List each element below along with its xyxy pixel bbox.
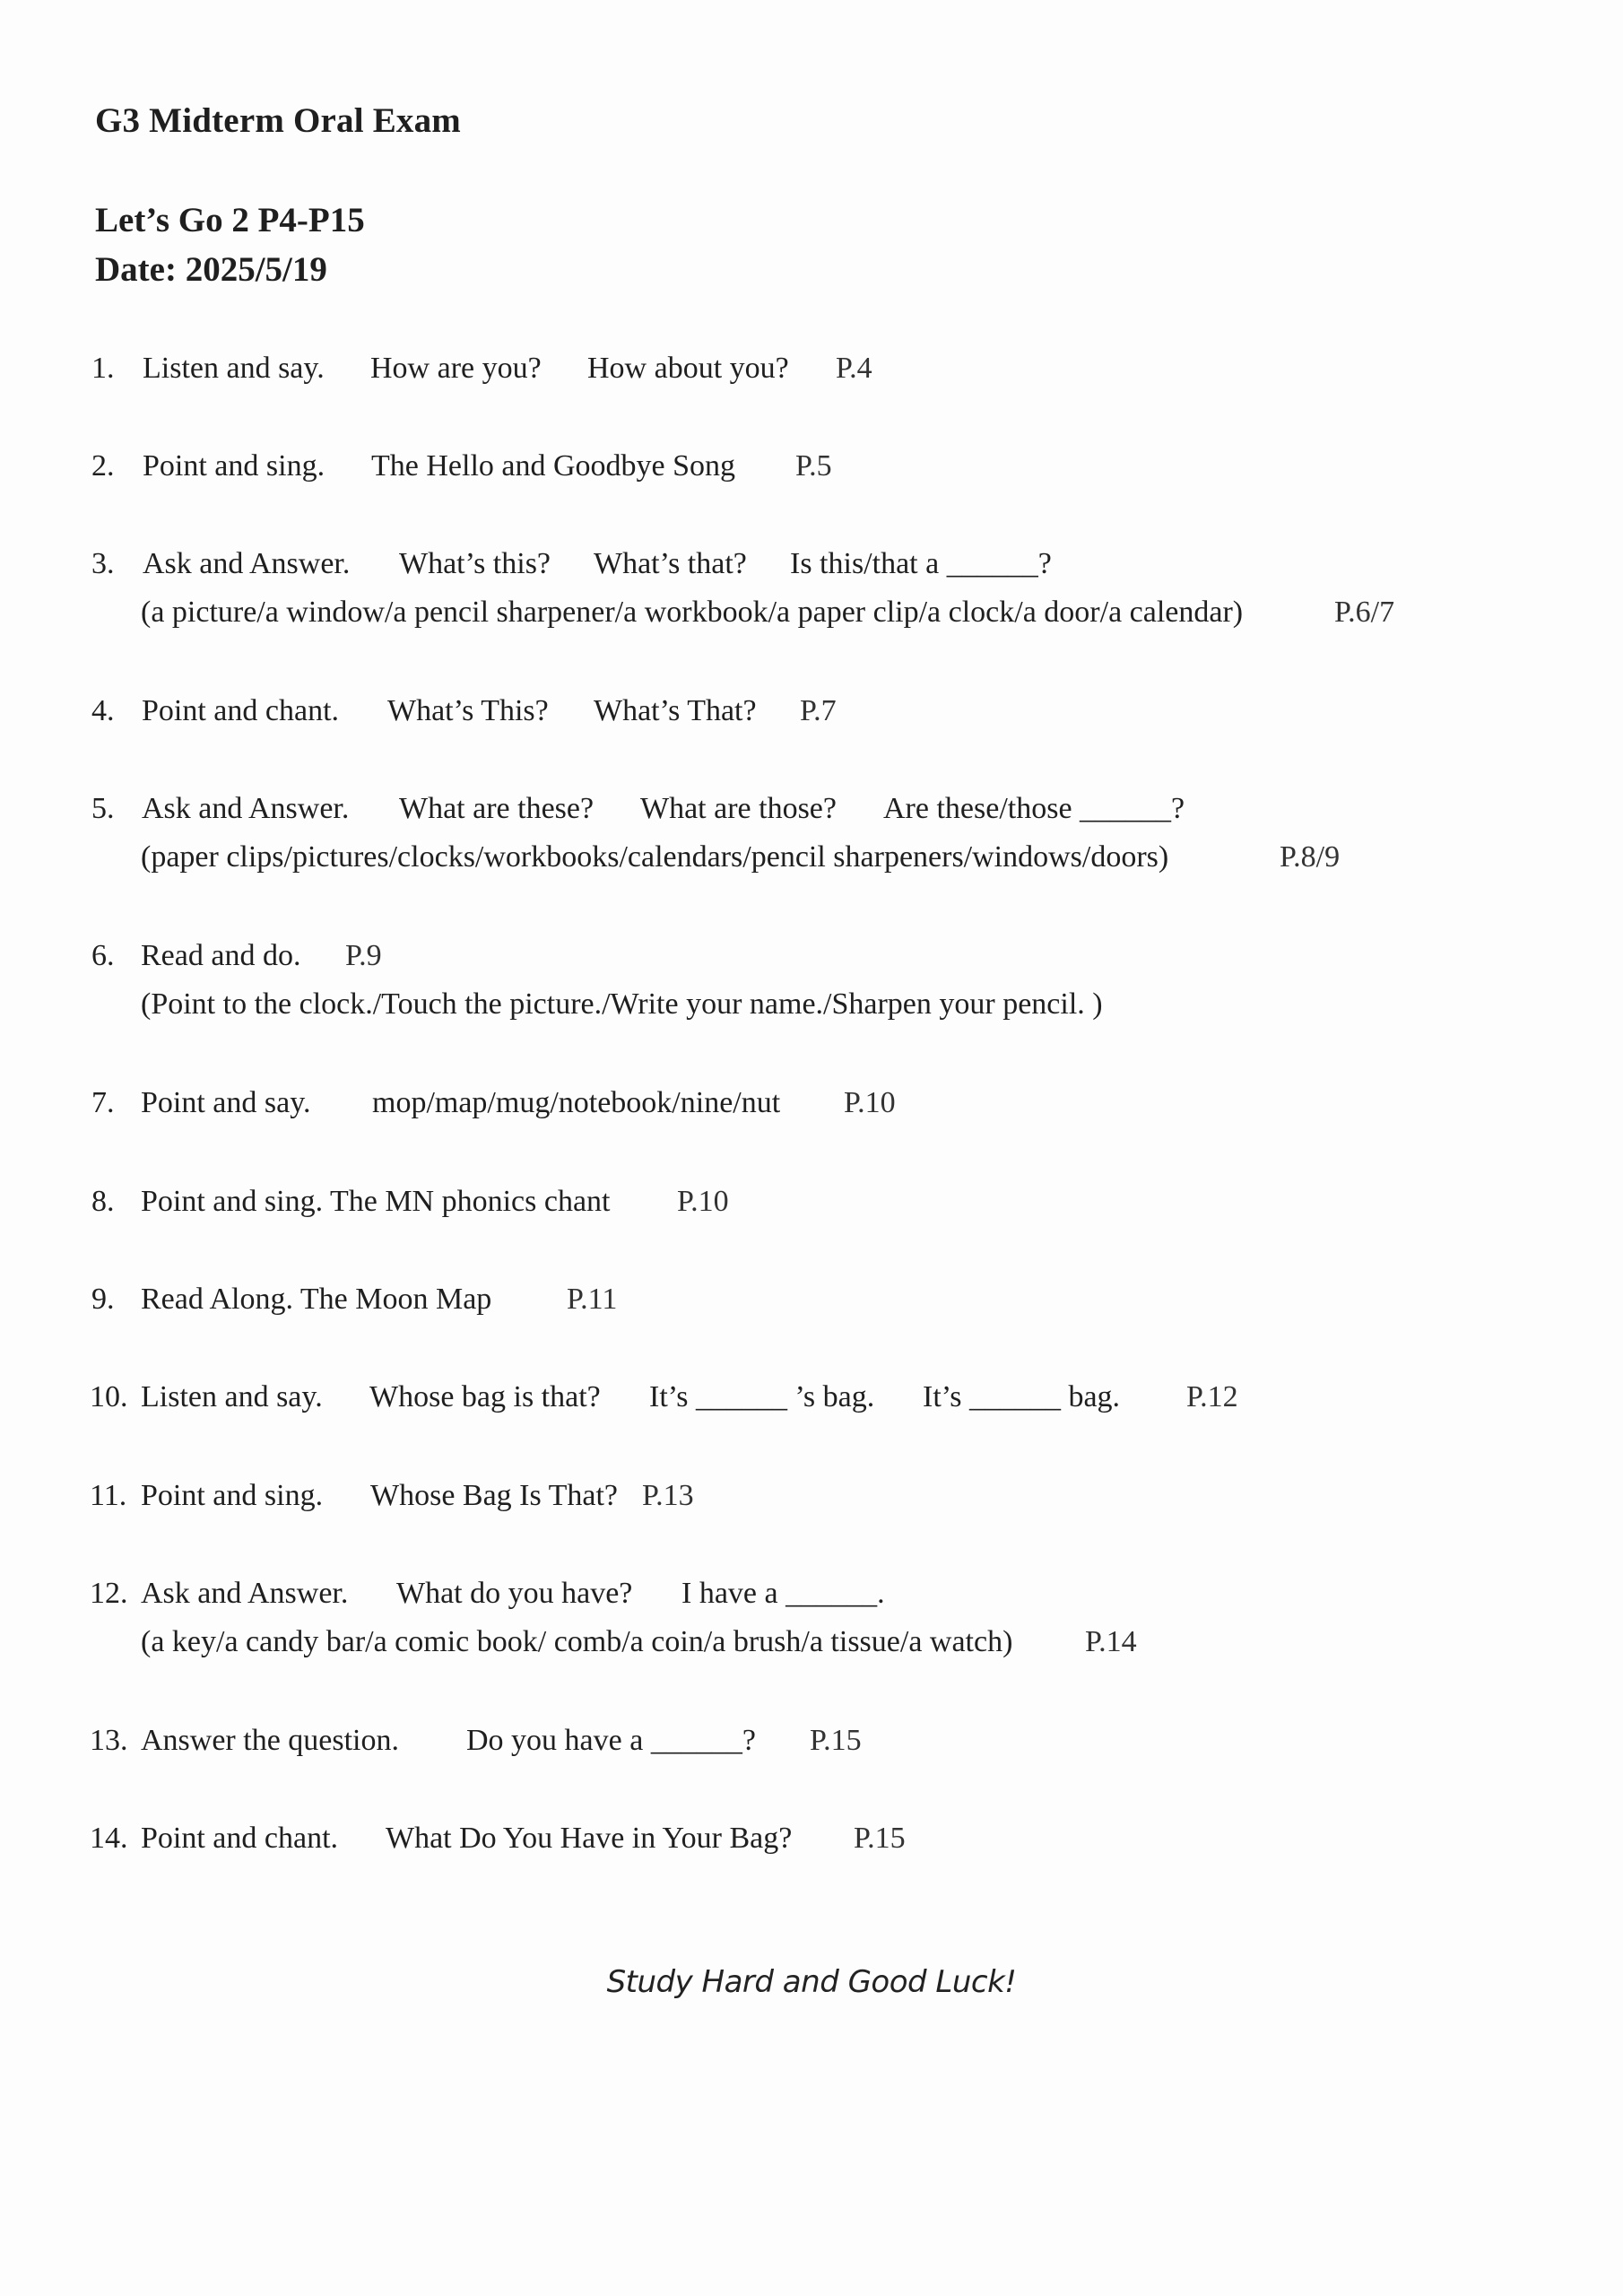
question-line [0,1379,1623,1428]
question-prompt: Whose bag is that? [369,1380,601,1413]
question-instruction: Point and chant. [142,694,340,727]
question-prompt: What’s that? [594,547,747,580]
question-item [0,1821,1623,1869]
question-line [0,1085,1623,1134]
page-reference: P.11 [567,1283,618,1316]
question-prompt: It’s ______ bag. [923,1380,1121,1413]
question-line [0,351,1623,399]
question-item [0,448,1623,497]
question-prompt: What are those? [640,792,837,825]
question-instruction: Point and say. [141,1086,311,1119]
question-prompt: How about you? [587,352,789,385]
question-item [0,693,1623,742]
vocabulary-list: (Point to the clock./Touch the picture./Write your name./Sharpen your pencil. ) [141,987,1103,1021]
question-line [0,1478,1623,1526]
question-line [0,1184,1623,1232]
question-line [0,1723,1623,1771]
closing-note: Study Hard and Good Luck! [606,1964,1017,2000]
page-reference: P.14 [1085,1625,1137,1658]
book-range: Let’s Go 2 P4-P15 [95,201,365,239]
question-prompt: Do you have a ______? [466,1724,756,1757]
question-line [0,791,1623,839]
question-instruction: Read Along. The Moon Map [141,1283,492,1316]
question-instruction: Point and sing. The MN phonics chant [141,1185,611,1218]
vocabulary-list: (paper clips/pictures/clocks/workbooks/calendars/pencil sharpeners/windows/doors) [141,840,1169,874]
question-item [0,351,1623,399]
vocabulary-list: (a picture/a window/a pencil sharpener/a workbook/a paper clip/a clock/a door/a calendar) [141,596,1244,629]
page-reference: P.15 [810,1724,862,1757]
question-number: 12. [90,1577,128,1610]
question-number: 3. [91,547,115,580]
question-prompt: Whose Bag Is That? [370,1479,619,1512]
question-item [0,546,1623,629]
question-instruction: Point and chant. [141,1822,339,1855]
question-number: 2. [91,449,115,483]
question-prompt: I have a ______. [681,1577,885,1610]
question-item [0,1576,1623,1658]
question-item [0,1478,1623,1526]
question-prompt: What are these? [399,792,595,825]
question-item [0,1723,1623,1771]
question-prompt: How are you? [370,352,542,385]
question-prompt: mop/map/mug/notebook/nine/nut [372,1086,781,1119]
page-reference: P.5 [795,449,832,483]
exam-date: Date: 2025/5/19 [95,250,327,289]
page-reference: P.13 [642,1479,694,1512]
question-prompt: What’s this? [399,547,551,580]
question-number: 5. [91,792,115,825]
question-line [0,693,1623,742]
question-instruction: Listen and say. [141,1380,323,1413]
page-reference: P.10 [844,1086,896,1119]
question-item [0,1282,1623,1330]
question-line [0,938,1623,987]
page-reference: P.15 [854,1822,906,1855]
question-number: 8. [91,1185,115,1218]
page-reference: P.12 [1186,1380,1238,1413]
question-item [0,1085,1623,1134]
question-prompt: Is this/that a ______? [790,547,1052,580]
page-title: G3 Midterm Oral Exam [95,101,461,140]
question-item [0,938,1623,1021]
question-instruction: Ask and Answer. [143,547,351,580]
question-instruction: Point and sing. [143,449,325,483]
question-line [0,448,1623,497]
question-number: 14. [90,1822,128,1855]
question-instruction: Ask and Answer. [141,1577,349,1610]
question-number: 13. [90,1724,128,1757]
question-instruction: Read and do. [141,939,301,972]
page-reference: P.7 [800,694,837,727]
question-prompt: What’s This? [387,694,549,727]
question-number: 1. [91,352,115,385]
question-line [0,1821,1623,1869]
question-number: 10. [90,1380,128,1413]
page-reference: P.8/9 [1280,840,1341,874]
page-reference: P.6/7 [1334,596,1395,629]
page-reference: P.10 [677,1185,729,1218]
question-number: 11. [90,1479,127,1512]
question-prompt: What Do You Have in Your Bag? [386,1822,793,1855]
question-instruction: Listen and say. [143,352,325,385]
question-number: 6. [91,939,115,972]
question-item [0,791,1623,874]
page-reference: P.4 [836,352,872,385]
question-prompt: The Hello and Goodbye Song [371,449,736,483]
question-item [0,1379,1623,1428]
question-instruction: Ask and Answer. [142,792,350,825]
question-instruction: Answer the question. [141,1724,400,1757]
question-line [0,546,1623,595]
question-prompt: It’s ______ ’s bag. [649,1380,875,1413]
vocabulary-list: (a key/a candy bar/a comic book/ comb/a coin/a brush/a tissue/a watch) [141,1625,1013,1658]
question-number: 7. [91,1086,115,1119]
question-number: 4. [91,694,115,727]
question-number: 9. [91,1283,115,1316]
question-prompt: What do you have? [396,1577,633,1610]
question-line [0,1282,1623,1330]
page-reference: P.9 [345,939,382,972]
question-item [0,1184,1623,1232]
question-prompt: Are these/those ______? [883,792,1185,825]
question-instruction: Point and sing. [141,1479,324,1512]
question-line [0,1576,1623,1624]
question-prompt: What’s That? [594,694,757,727]
